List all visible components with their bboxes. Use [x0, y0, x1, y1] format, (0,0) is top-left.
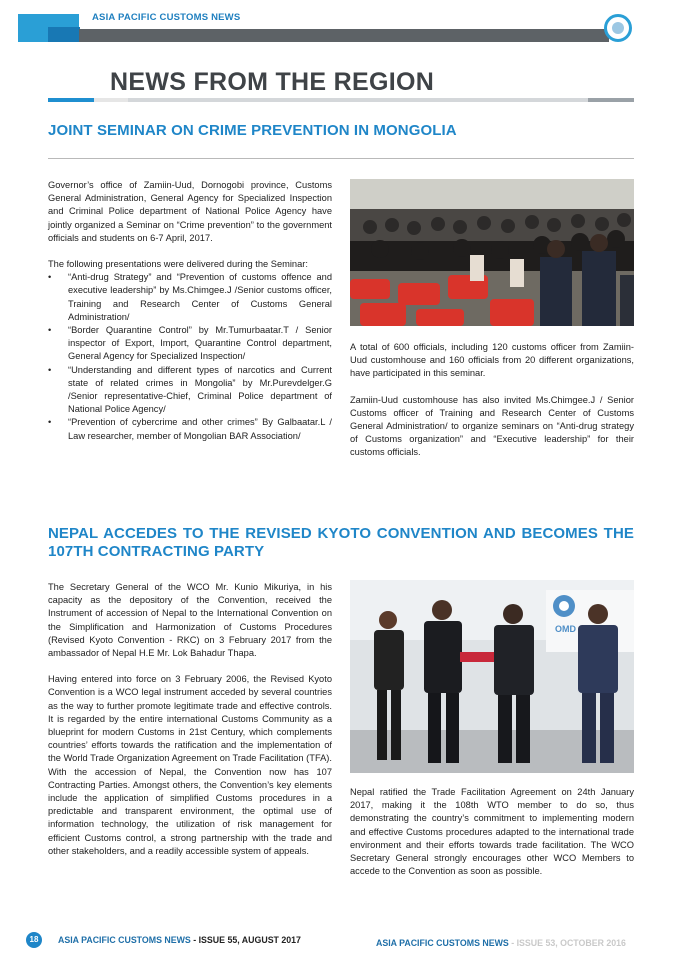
footer-right-publication: ASIA PACIFIC CUSTOMS NEWS	[376, 938, 509, 948]
article1-right-paragraph-2: Zamiin-Uud customhouse has also invited Ms.Chimgee.J / Senior Customs officer of Training and Research Center of Customs General Administration/ to organize seminars on “Anti-drug strategy of Customs organization” and “Executive leadership” for their customs officials.	[350, 394, 634, 458]
article1-right-paragraph-1: A total of 600 officials, including 120 customs officer from Zamiin-Uud customhouse and 160 officials from 20 different organizations, have participated in this seminar.	[350, 342, 634, 379]
article2-left-column	[48, 581, 332, 871]
article1-list-intro: The following presentations were delivered during the Seminar:	[48, 259, 308, 270]
footer-left-issue: - ISSUE 55, AUGUST 2017	[190, 935, 301, 945]
header-bar	[79, 29, 609, 42]
article2-right-column	[350, 786, 634, 891]
article1-presentation-list	[48, 271, 332, 443]
footer-left-publication: ASIA PACIFIC CUSTOMS NEWS	[58, 935, 191, 945]
header-color-block-dark	[48, 27, 80, 42]
footer-right-issue: - ISSUE 53, OCTOBER 2016	[508, 938, 626, 948]
footer-left	[58, 935, 301, 945]
article2-paragraph-1: The Secretary General of the WCO Mr. Kunio Mikuriya, in his capacity as the depository of the Convention, received the Instrument of accession of Nepal to the International Convention on the Simplification and Harmonization of Customs Procedures (Revised Kyoto Convention - RKC) on 3 February 2017 from the ambassador of Nepal H.E Mr. Lok Bahadur Thapa.	[48, 582, 332, 659]
seminar-audience-photo	[350, 179, 634, 326]
article1-right-column	[350, 341, 634, 473]
article1-headline: JOINT SEMINAR ON CRIME PREVENTION IN MONGOLIA	[48, 122, 457, 139]
list-item: • “Border Quarantine Control” by Mr.Tumurbaatar.T / Senior inspector of Export, Import, Quarantine Control department, General Agency for Specialized Inspection/	[48, 324, 332, 364]
section-title: NEWS FROM THE REGION	[110, 68, 435, 96]
article2-right-paragraph: Nepal ratified the Trade Facilitation Agreement on 24th January 2017, making it the 108th WTO member to do so, thus demonstrating the country’s commitment to implementing modern and effective Customs procedures adapted to the international trade environment and their efforts towards trade facilitation. The WCO Secretary General strongly encourages other WCO Members to accede to the Convention as soon as possible.	[350, 787, 634, 877]
article2-headline: NEPAL ACCEDES TO THE REVISED KYOTO CONVENTION AND BECOMES THE 107TH CONTRACTING PARTY	[48, 525, 634, 560]
list-item: • “Anti-drug Strategy” and “Prevention of customs offence and executive leadership” by Ms.Chimgee.J /Senior customs officer, Training and Research Center of Customs General Administration/	[48, 271, 332, 324]
list-item: • “Understanding and different types of narcotics and Current state of related crimes in Mongolia” by Mr.Purevdelger.G /Senior representative-Chief, Criminal Police department of National Police Agency/	[48, 364, 332, 417]
article1-intro: Governor’s office of Zamiin-Uud, Dornogobi province, Customs General Administration, General Agency for Specialized Inspection and Criminal Police department of National Police Agency have jointly organized a Seminar on “Crime prevention” to the government officials and students on 6-7 April, 2017.	[48, 180, 332, 243]
list-item: • “Prevention of cybercrime and other crimes” By Galbaatar.L / Law researcher, member of Mongolian BAR Association/	[48, 416, 332, 442]
footer-right	[376, 938, 626, 948]
article2-paragraph-2: Having entered into force on 3 February 2006, the Revised Kyoto Convention is a WCO legal instrument acceded by several countries as the way to further promote legitimate trade and effective controls. It is regarded by the entire international Customs Community as a blueprint for modern Customs in 21st Century, which complements countries’ efforts towards the ratification and the implementation of the World Trade Organization Agreement on Trade Facilitation (TFA). With the accession of Nepal, the Convention now has 107 Contracting Parties. Amongst others, the Convention’s key elements include the application of simplified Customs procedures in a predictable and transparent environment, the optimal use of information technology, the utilization of risk management for efficient Customs control, a strong partnership with the trade and other stakeholders, and a readily accessible system of appeals.	[48, 674, 332, 856]
photo-banner-text: OMD	[555, 624, 576, 634]
header-publication-title: ASIA PACIFIC CUSTOMS NEWS	[92, 12, 241, 23]
wco-logo-globe-icon	[612, 22, 624, 34]
page-number-badge: 18	[26, 932, 42, 948]
article1-left-column	[48, 179, 332, 443]
article1-divider	[48, 158, 634, 159]
section-title-rule	[48, 98, 634, 102]
nepal-accession-photo	[350, 580, 634, 773]
